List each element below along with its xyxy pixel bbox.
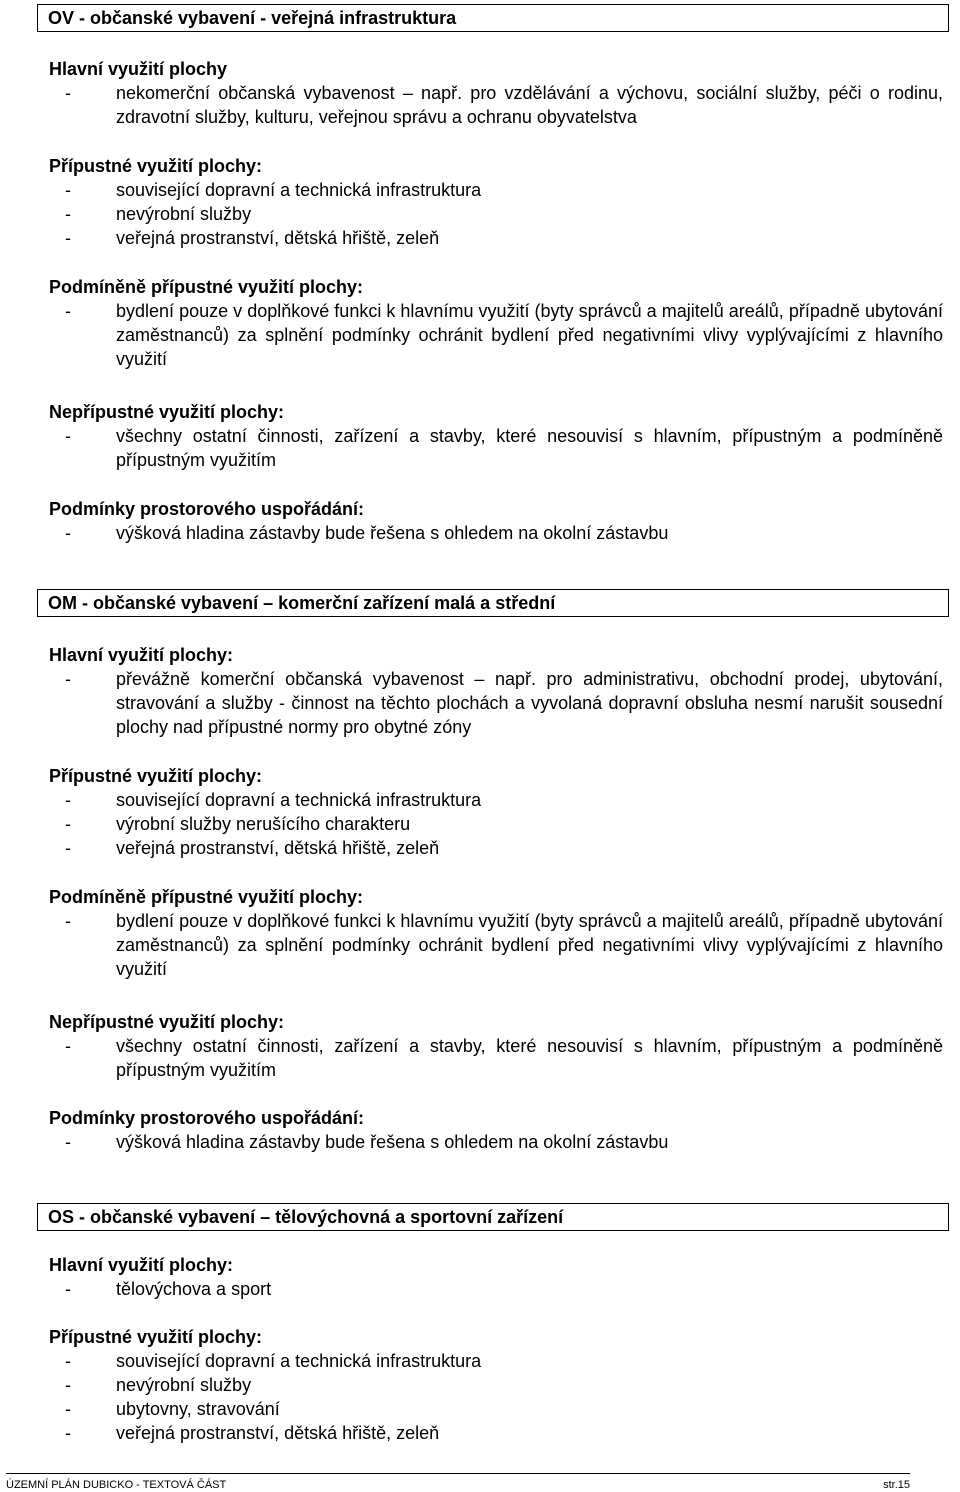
list-item: - veřejná prostranství, dětská hřiště, zeleň [65,838,440,858]
ov-spatial [49,497,943,545]
list-item: - nevýrobní služby [65,1375,252,1395]
list-item: - bydlení pouze v doplňkové funkci k hlavnímu využití (byty správců a majitelů areálů, případně ubytování zaměstnanců) za splnění podmínky ochránit bydlení před negativními vlivy vyplývajícími z hlavního využití [65,301,943,369]
list-item: - všechny ostatní činnosti, zařízení a stavby, které nesouvisí s hlavním, přípustným a podmíněně přípustným využitím [65,1036,943,1080]
om-conditional [49,885,943,981]
list-item: - veřejná prostranství, dětská hřiště, zeleň [65,228,440,248]
om-forbidden-heading: Nepřípustné využití plochy: [49,1012,285,1032]
list-item: - ubytovny, stravování [65,1399,280,1419]
om-spatial [49,1106,943,1154]
list-item: - výšková hladina zástavby bude řešena s ohledem na okolní zástavbu [65,1132,669,1152]
ov-main-use [49,57,943,129]
om-forbidden [49,1010,943,1082]
list-item: - bydlení pouze v doplňkové funkci k hlavnímu využití (byty správců a majitelů areálů, případně ubytování zaměstnanců) za splnění podmínky ochránit bydlení před negativními vlivy vyplývajícími z hlavního využití [65,911,943,979]
ov-main-use-heading: Hlavní využití plochy [49,59,228,79]
ov-permitted [49,154,943,250]
list-item: - všechny ostatní činnosti, zařízení a stavby, které nesouvisí s hlavním, přípustným a podmíněně přípustným využitím [65,426,943,470]
ov-permitted-heading: Přípustné využití plochy: [49,156,263,176]
page-number: str.15 [883,1479,910,1491]
list-item: - související dopravní a technická infrastruktura [65,790,482,810]
section-title-ov: OV - občanské vybavení - veřejná infrastruktura [37,4,949,32]
os-main-use-heading: Hlavní využití plochy: [49,1255,234,1275]
ov-conditional [49,275,943,371]
os-main-use [49,1253,943,1301]
om-permitted-heading: Přípustné využití plochy: [49,766,263,786]
om-spatial-heading: Podmínky prostorového uspořádání: [49,1108,365,1128]
page-footer [6,1473,910,1489]
ov-conditional-heading: Podmíněně přípustné využití plochy: [49,277,364,297]
os-permitted [49,1325,943,1445]
list-item: - související dopravní a technická infrastruktura [65,180,482,200]
om-main-use-heading: Hlavní využití plochy: [49,645,234,665]
om-permitted [49,764,943,860]
om-main-use [49,643,943,739]
ov-spatial-heading: Podmínky prostorového uspořádání: [49,499,365,519]
list-item: - veřejná prostranství, dětská hřiště, zeleň [65,1423,440,1443]
list-item: - nevýrobní služby [65,204,252,224]
om-conditional-heading: Podmíněně přípustné využití plochy: [49,887,364,907]
section-title-os: OS - občanské vybavení – tělovýchovná a sportovní zařízení [37,1203,949,1231]
list-item: - výrobní služby nerušícího charakteru [65,814,411,834]
ov-forbidden [49,400,943,472]
footer-doc-title: ÚZEMNÍ PLÁN DUBICKO - TEXTOVÁ ČÁST [6,1479,227,1491]
list-item: - výšková hladina zástavby bude řešena s ohledem na okolní zástavbu [65,523,669,543]
list-item: - tělovýchova a sport [65,1279,272,1299]
list-item: - nekomerční občanská vybavenost – např. pro vzdělávání a výchovu, sociální služby, péči o rodinu, zdravotní služby, kulturu, veřejnou správu a ochranu obyvatelstva [65,83,943,127]
section-title-om: OM - občanské vybavení – komerční zařízení malá a střední [37,589,949,617]
ov-forbidden-heading: Nepřípustné využití plochy: [49,402,285,422]
os-permitted-heading: Přípustné využití plochy: [49,1327,263,1347]
list-item: - související dopravní a technická infrastruktura [65,1351,482,1371]
list-item: - převážně komerční občanská vybavenost – např. pro administrativu, obchodní prodej, ubytování, stravování a služby - činnost na těchto plochách a vyvolaná dopravní obsluha nesmí narušit sousední plochy nad přípustné normy pro obytné zóny [65,669,943,737]
